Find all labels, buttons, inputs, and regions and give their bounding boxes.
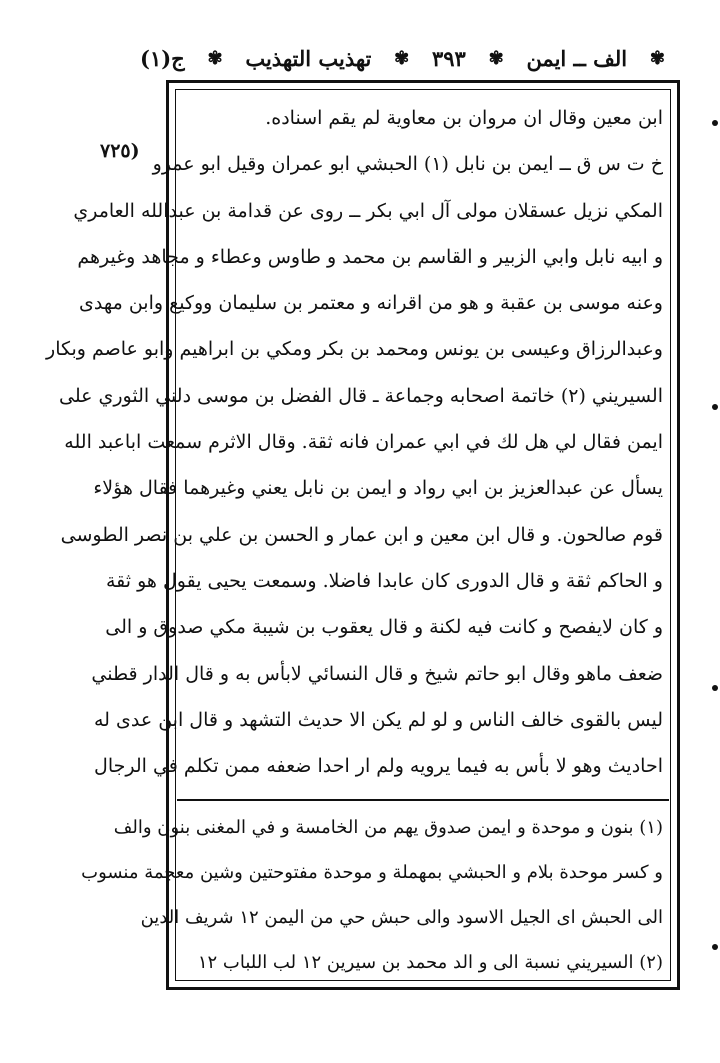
text-line: يسأل عن عبدالعزيز بن ابي رواد و ايمن بن نابل يعني وغيرهما فقال هؤلاء	[93, 477, 663, 500]
scan-speck	[712, 404, 718, 410]
text-line: المكي نزيل عسقلان مولى آل ابي بكر ــ روى عن قدامة بن عبدالله العامري	[73, 199, 663, 222]
text-line: وعبدالرزاق وعيسى بن يونس ومحمد بن بكر ومكي بن ابراهيم وابو عاصم وبكار	[46, 338, 663, 361]
section-label: الف ــ ايمن	[526, 45, 628, 71]
text-line: و الحاكم ثقة و قال الدورى كان عابدا فاضلا. وسمعت يحيى يقول هو ثقة	[105, 569, 663, 592]
footnote-line: و كسر موحدة بلام و الحبشي بمهملة و موحدة مفتوحتين وشين معجمة منسوب	[81, 862, 663, 883]
scan-speck	[712, 944, 718, 950]
text-line: خ ت س ق ــ ايمن بن نابل (١) الحبشي ابو عمران وقيل ابو عمرو	[152, 153, 663, 176]
text-line: وعنه موسى بن عقبة و هو من اقرانه و معتمر بن سليمان ووكيع وابن مهدى	[79, 292, 663, 315]
page-number: ٣٩٣	[432, 45, 466, 71]
ornament-icon: ✾	[488, 47, 504, 69]
volume-label: ج(١)	[140, 45, 185, 71]
text-line: احاديث وهو لا بأس به فيما يرويه ولم ار احدا ضعفه ممن تكلم في الرجال	[94, 755, 663, 778]
text-line: و ابيه نابل وابي الزبير و القاسم بن محمد و طاوس وعطاء و مجاهد وغيرهم	[77, 245, 663, 268]
footnotes	[81, 805, 663, 985]
ornament-icon: ✾	[394, 47, 410, 69]
scan-speck	[712, 120, 718, 126]
footnote-divider	[177, 799, 669, 801]
text-line: ايمن فقال لي هل لك في ابي عمران فانه ثقة. وقال الاثرم سمعت اباعبد الله	[64, 431, 663, 454]
text-line: و كان لايفصح و كانت فيه لكنة و قال يعقوب بن شيبة مكي صدوق و الى	[105, 616, 663, 639]
footnote-line: الى الحبش اى الجيل الاسود والى حبش حي من اليمن ١٢ شريف الدين	[140, 907, 663, 928]
text-line: ضعف ماهو وقال ابو حاتم شيخ و قال النسائي لابأس به و قال الدار قطني	[91, 662, 663, 685]
text-line: قوم صالحون. و قال ابن معين و ابن عمار و الحسن بن علي بن نصر الطوسى	[60, 523, 663, 546]
ornament-icon: ✾	[649, 47, 665, 69]
text-line: السيريني (٢) خاتمة اصحابه وجماعة ـ قال الفضل بن موسى دلني الثوري على	[59, 384, 663, 407]
scan-speck	[712, 685, 718, 691]
page-header	[140, 38, 665, 78]
footnote-line: (١) بنون و موحدة و ايمن صدوق يهم من الخامسة و في المغنى بنون والف	[113, 817, 663, 838]
text-line: ليس بالقوى خالف الناس و لو لم يكن الا حديث التشهد و قال ابن عدى له	[93, 708, 663, 731]
footnote-line: (٢) السيريني نسبة الى و الد محمد بن سيرين ١٢ لب اللباب ١٢	[197, 952, 663, 973]
entry-number: (٧٢٥	[100, 140, 140, 162]
book-title: تهذيب التهذيب	[245, 45, 372, 71]
ornament-icon: ✾	[207, 47, 223, 69]
text-line: ابن معين وقال ان مروان بن معاوية لم يقم اسناده.	[265, 107, 663, 129]
